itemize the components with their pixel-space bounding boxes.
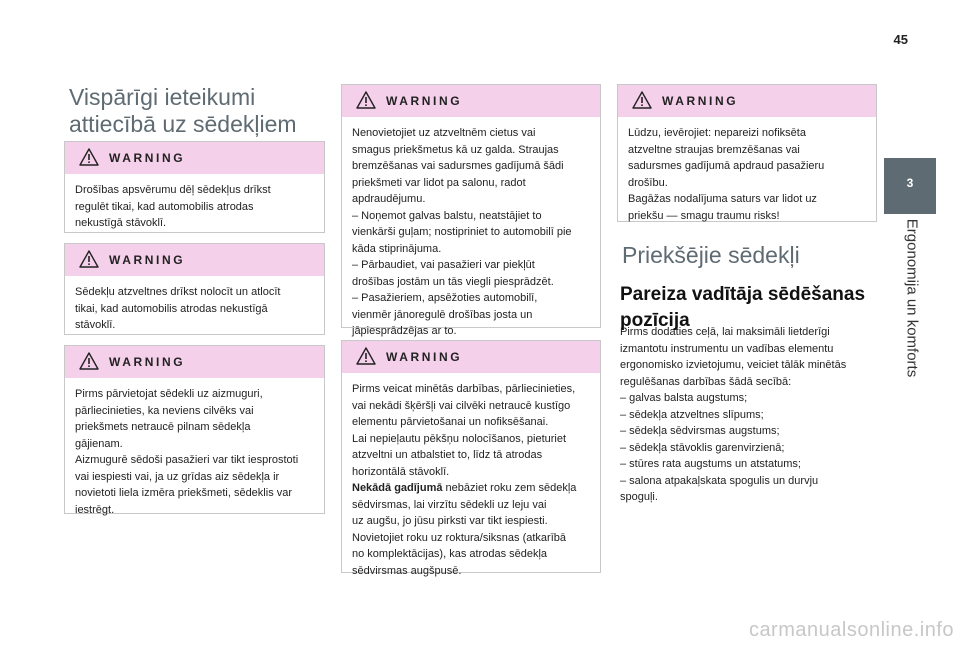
warning-triangle-icon (79, 250, 99, 268)
warning-header (618, 85, 876, 117)
chapter-number: 3 (906, 176, 914, 190)
warning-header (65, 244, 324, 276)
section-title-line: Vispārīgi ieteikumi (69, 84, 256, 110)
warning-line: apdraudējumu. (352, 193, 426, 205)
warning-triangle-icon (632, 91, 652, 109)
warning-line: – Noņemot galvas balstu, neatstājiet to (352, 209, 542, 222)
warning-line: stāvoklī. (75, 319, 116, 331)
warning-label: WARNING (109, 253, 186, 267)
warning-line: smagus priekšmetus kā uz galda. Straujas (352, 143, 559, 156)
body-line: izmantotu instrumentu un vadības elementu (620, 342, 834, 355)
warning-label: WARNING (662, 94, 739, 108)
warning-line: Pirms pārvietojat sēdekli uz aizmuguri, (75, 388, 263, 400)
warning-triangle-icon (356, 347, 376, 365)
warning-label: WARNING (386, 350, 463, 364)
warning-triangle-icon (79, 148, 99, 166)
list-item: – stūres rata augstums un atstatums; (620, 458, 801, 470)
warning-line: atzveltne straujas bremzēšanas vai (628, 143, 800, 156)
warning-line: priekšmeti var lidot pa salonu, radot (352, 176, 526, 189)
warning-line: Lūdzu, ievērojiet: nepareizi nofiksēta (628, 127, 806, 139)
warning-line: iestrēgt. (75, 503, 115, 516)
warning-line: drošības jostām un tās viegli piesprādzēt. (352, 275, 554, 288)
section-title-front-seats: Priekšējie sēdekļi (622, 242, 800, 268)
subheading-line: Pareiza vadītāja sēdēšanas (620, 284, 866, 305)
body-line: Pirms dodaties ceļā, lai maksimāli lietderīgi (620, 326, 830, 338)
warning-line: vai iespiesti vai, ja uz grīdas aiz sēdekļa ir (75, 470, 280, 483)
warning-line: pārliecinieties, ka neviens cilvēks vai (75, 404, 254, 417)
list-item: – galvas balsta augstums; (620, 392, 748, 404)
warning-box (64, 141, 325, 233)
warning-line: Sēdekļu atzveltnes drīkst nolocīt un atlocīt (75, 286, 281, 298)
warning-line: sēdvirsmas augšpusē. (352, 564, 462, 577)
warning-line: kāda stiprinājuma. (352, 242, 442, 255)
warning-text (618, 117, 876, 224)
warning-emphasis: Nekādā gadījumā (352, 482, 443, 494)
warning-line: uz augšu, jo jūsu pirksti var tikt iespiesti. (352, 515, 548, 527)
warning-line: bremzēšanas vai sadursmes gadījumā šādi (352, 160, 564, 172)
warning-line: horizontālā stāvoklī. (352, 465, 450, 478)
warning-line: Bagāžas nodalījuma saturs var lidot uz (628, 193, 817, 205)
warning-line: jāpiesprādzējas ar to. (352, 325, 457, 337)
warning-line: Novietojiet roku uz roktura/siksnas (atkarībā (352, 531, 566, 544)
warning-header (65, 142, 324, 174)
driving-position-instructions (620, 324, 882, 506)
warning-line: vienmēr jānoregulē drošības josta un (352, 308, 533, 321)
list-item: – sēdekļa atzveltnes slīpums; (620, 408, 764, 421)
warning-triangle-icon (79, 352, 99, 370)
warning-text (65, 276, 324, 334)
chapter-tab (884, 158, 936, 214)
body-line: ergonomisko izvietojumu, veiciet tālāk minētās (620, 359, 847, 371)
warning-text (342, 117, 600, 340)
list-item: – sēdekļa sēdvirsmas augstums; (620, 425, 780, 437)
list-item: – sēdekļa stāvoklis garenvirzienā; (620, 441, 785, 454)
warning-line: sēdvirsmas, lai virzītu sēdekli uz leju vai (352, 498, 547, 511)
warning-line: priekšu — smagu traumu risks! (628, 209, 780, 222)
chapter-title: Ergonomija un komforts (903, 218, 921, 378)
list-item: spoguļi. (620, 491, 658, 503)
warning-line: vai nekādi šķēršļi vai cilvēki netraucē kustīgo (352, 399, 571, 412)
warning-line: no komplektācijas), kas atrodas sēdekļa (352, 548, 548, 560)
warning-line: – Pārbaudiet, vai pasažieri var piekļūt (352, 259, 535, 271)
warning-line: Aizmugurē sēdoši pasažieri var tikt iesprostoti (75, 454, 299, 466)
warning-line-emphasis (352, 480, 590, 497)
warning-label: WARNING (109, 355, 186, 369)
warning-line: drošību. (628, 176, 668, 189)
warning-header (342, 85, 600, 117)
warning-box (64, 345, 325, 514)
warning-line: priekšmets netraucē pilnam sēdekļa (75, 421, 251, 433)
page-number: 45 (893, 32, 908, 47)
warning-box (64, 243, 325, 335)
warning-emphasis-rest: nebāziet roku zem sēdekļa (442, 482, 577, 494)
warning-line: gājienam. (75, 437, 123, 450)
warning-text (342, 373, 600, 579)
subheading-line: pozīcija (620, 309, 690, 331)
warning-box (341, 84, 601, 337)
warning-label: WARNING (109, 151, 186, 165)
warning-line: elementu pārvietošanai un nofiksēšanai. (352, 416, 549, 428)
warning-triangle-icon (356, 91, 376, 109)
warning-line: nekustīgā stāvoklī. (75, 217, 167, 229)
warning-header (65, 346, 324, 378)
section-title-general (69, 84, 319, 138)
section-title-line: attiecībā uz sēdekļiem (69, 110, 297, 137)
warning-line: – Pasažieriem, apsēžoties automobilī, (352, 292, 538, 304)
warning-text (65, 174, 324, 232)
warning-line: Lai nepieļautu pēkšņu nolocīšanos, pieturiet (352, 432, 567, 445)
warning-label: WARNING (386, 94, 463, 108)
body-line: regulēšanas darbības šādā secībā: (620, 375, 792, 388)
warning-box (341, 340, 601, 577)
list-item: – salona atpakaļskata spogulis un durvju (620, 474, 819, 487)
warning-line: Drošības apsvērumu dēļ sēdekļus drīkst (75, 184, 271, 196)
warning-line: Pirms veicat minētās darbības, pārliecinieties, (352, 383, 576, 395)
warning-line: tikai, kad automobilis atrodas nekustīgā (75, 302, 268, 315)
warning-line: vienkārši guļam; nostipriniet to automobilī pie (352, 226, 572, 238)
warning-line: atzveltni un atbalstiet to, līdz tā atrodas (352, 449, 543, 461)
warning-box (617, 84, 877, 222)
warning-text (65, 378, 324, 518)
warning-header (342, 341, 600, 373)
warning-line: regulēt tikai, kad automobilis atrodas (75, 200, 254, 213)
warning-line: sadursmes gadījumā apdraud pasažieru (628, 160, 825, 172)
warning-line: Nenovietojiet uz atzveltnēm cietus vai (352, 127, 536, 139)
watermark: carmanualsonline.info (748, 619, 954, 641)
warning-line: novietoti liela izmēra priekšmeti, sēdeklis var (75, 487, 293, 499)
